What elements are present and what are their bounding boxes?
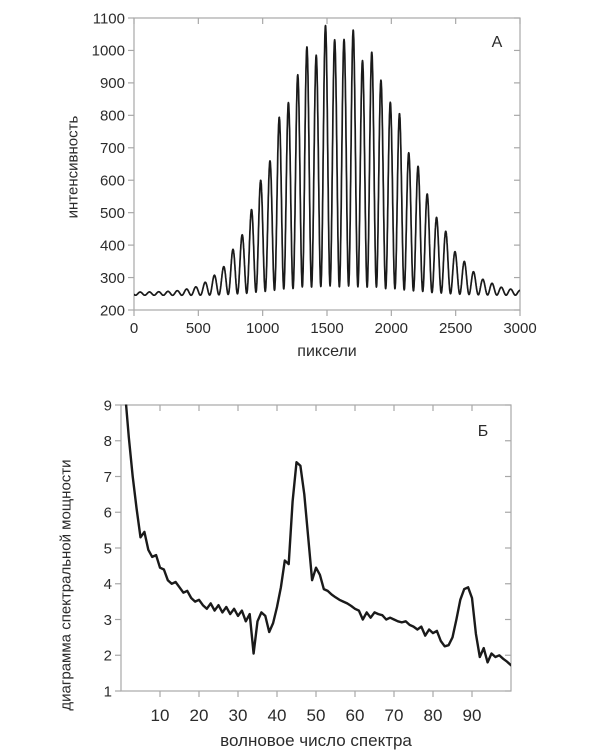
chart-A-x-axis-title: пиксели (297, 343, 357, 360)
chart-B-x-tick-label: 70 (384, 706, 404, 725)
chart-B-panel-label: Б (477, 423, 489, 440)
chart-B-x-tick-label: 60 (345, 706, 365, 725)
chart-A-y-tick-label: 200 (99, 302, 125, 320)
chart-B-y-axis-title: диаграмма спектральной мощности (57, 459, 75, 711)
chart-A-series-line (134, 26, 520, 296)
chart-B-y-tick-label: 3 (103, 611, 112, 629)
chart-A-x-tick-label: 1000 (245, 320, 280, 337)
chart-B-frame (121, 405, 511, 691)
chart-A-x-tick-label: 0 (129, 320, 139, 337)
chart-A-x-tick-label: 500 (185, 320, 211, 337)
chart-A-y-tick-label: 800 (99, 107, 125, 125)
chart-A-y-tick-label: 600 (99, 172, 125, 190)
chart-B-x-axis-title: волновое число спектра (220, 731, 412, 750)
chart-B-x-tick-label: 40 (267, 706, 287, 725)
chart-A-y-tick-label: 300 (99, 269, 125, 287)
chart-A-x-tick-label: 3000 (503, 320, 537, 337)
chart-A-y-tick-label: 1000 (91, 42, 125, 60)
chart-A-panel-label: А (491, 34, 503, 51)
chart-B-y-tick-label: 5 (103, 540, 112, 558)
chart-B-y-tick-label: 8 (103, 433, 112, 450)
chart-B-x-tick-label: 10 (150, 706, 170, 725)
chart-B-y-tick-label: 4 (103, 576, 112, 593)
chart-A-y-tick-label: 500 (99, 204, 125, 222)
chart-A-x-tick-label: 1500 (310, 320, 344, 337)
chart-B-y-tick-label: 6 (103, 504, 112, 522)
chart-B-x-tick-label: 80 (423, 706, 443, 725)
chart-A-x-tick-label: 2500 (438, 320, 473, 337)
chart-B-x-tick-label: 90 (462, 706, 482, 725)
chart-B-x-tick-label: 20 (189, 706, 209, 725)
chart-B-y-tick-label: 1 (103, 683, 112, 701)
chart-B-y-tick-label: 2 (103, 647, 112, 665)
chart-B-x-tick-label: 50 (306, 706, 326, 725)
chart-A-y-tick-label: 400 (99, 237, 125, 255)
chart-B-series-line (125, 391, 511, 666)
chart-A-y-tick-label: 1100 (92, 10, 125, 28)
chart-A-x-tick-label: 2000 (374, 320, 409, 337)
chart-A-y-tick-label: 900 (99, 75, 125, 93)
chart-B-x-tick-label: 30 (228, 706, 248, 725)
chart-A-y-axis-title: интенсивность (64, 115, 82, 219)
chart-B-y-tick-label: 7 (103, 468, 112, 486)
chart-B-y-tick-label: 9 (103, 397, 112, 415)
chart-A-y-tick-label: 700 (99, 140, 125, 158)
